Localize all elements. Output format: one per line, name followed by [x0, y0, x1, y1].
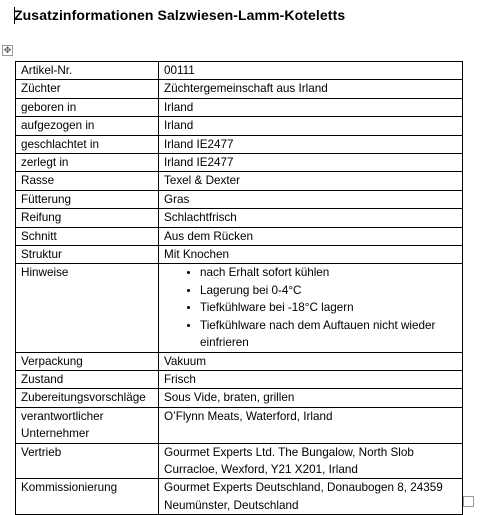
- table-row: [16, 389, 463, 407]
- table-row: [16, 352, 463, 370]
- row-label: Artikel-Nr.: [16, 62, 159, 80]
- row-value: Irland: [159, 117, 463, 135]
- row-label: Zubereitungsvorschläge: [16, 389, 159, 407]
- table-row-hinweise: [16, 264, 463, 352]
- row-label: aufgezogen in: [16, 117, 159, 135]
- row-label: Fütterung: [16, 190, 159, 208]
- row-value: Gourmet Experts Ltd. The Bungalow, North Slob Curracloe, Wexford, Y21 X201, Irland: [159, 443, 463, 479]
- row-label: Verpackung: [16, 352, 159, 370]
- document-title: Zusatzinformationen Salzwiesen-Lamm-Koteletts: [14, 7, 346, 23]
- row-label: verantwortlicher Unternehmer: [16, 407, 159, 443]
- table-row: [16, 227, 463, 245]
- row-value: Gourmet Experts Deutschland, Donaubogen 8, 24359 Neumünster, Deutschland: [159, 479, 463, 515]
- table-row: [16, 407, 463, 443]
- row-value: Züchtergemeinschaft aus Irland: [159, 80, 463, 98]
- table-row: [16, 80, 463, 98]
- row-value: Irland IE2477: [159, 135, 463, 153]
- table-row: [16, 62, 463, 80]
- list-item: • nach Erhalt sofort kühlen: [200, 264, 459, 281]
- row-label: Zustand: [16, 370, 159, 388]
- list-item: • Lagerung bei 0-4°C: [200, 282, 459, 299]
- row-label: Rasse: [16, 172, 159, 190]
- row-value: Schlachtfrisch: [159, 209, 463, 227]
- row-label: geboren in: [16, 98, 159, 116]
- table-row: [16, 98, 463, 116]
- table-row: [16, 135, 463, 153]
- list-item: • Tiefkühlware nach dem Auftauen nicht wieder einfrieren: [200, 317, 459, 352]
- row-label: Züchter: [16, 80, 159, 98]
- row-label: Schnitt: [16, 227, 159, 245]
- table-row: [16, 246, 463, 264]
- row-value: Aus dem Rücken: [159, 227, 463, 245]
- row-value: Texel & Dexter: [159, 172, 463, 190]
- row-value: Vakuum: [159, 352, 463, 370]
- row-value: 00111: [159, 62, 463, 80]
- row-value: Mit Knochen: [159, 246, 463, 264]
- table-row: [16, 443, 463, 479]
- move-cross-icon[interactable]: ✥: [3, 45, 12, 55]
- row-value: [159, 264, 463, 352]
- row-label: Kommissionierung: [16, 479, 159, 515]
- row-label: Reifung: [16, 209, 159, 227]
- row-label: zerlegt in: [16, 154, 159, 172]
- row-label: Hinweise: [16, 264, 159, 352]
- table-row: [16, 172, 463, 190]
- resize-square-icon[interactable]: [463, 496, 474, 507]
- row-value: O’Flynn Meats, Waterford, Irland: [159, 407, 463, 443]
- row-label: geschlachtet in: [16, 135, 159, 153]
- table-row: [16, 190, 463, 208]
- table-row: [16, 209, 463, 227]
- table-row: [16, 117, 463, 135]
- list-item: • Tiefkühlware bei -18°C lagern: [200, 299, 459, 316]
- table-row: [16, 370, 463, 388]
- table-row: [16, 479, 463, 515]
- row-value: Irland IE2477: [159, 154, 463, 172]
- table-row: [16, 154, 463, 172]
- row-value: Irland: [159, 98, 463, 116]
- row-value: Sous Vide, braten, grillen: [159, 389, 463, 407]
- row-label: Vertrieb: [16, 443, 159, 479]
- row-value: Gras: [159, 190, 463, 208]
- hinweise-list: [164, 264, 459, 351]
- product-info-table: [15, 61, 463, 515]
- row-label: Struktur: [16, 246, 159, 264]
- row-value: Frisch: [159, 370, 463, 388]
